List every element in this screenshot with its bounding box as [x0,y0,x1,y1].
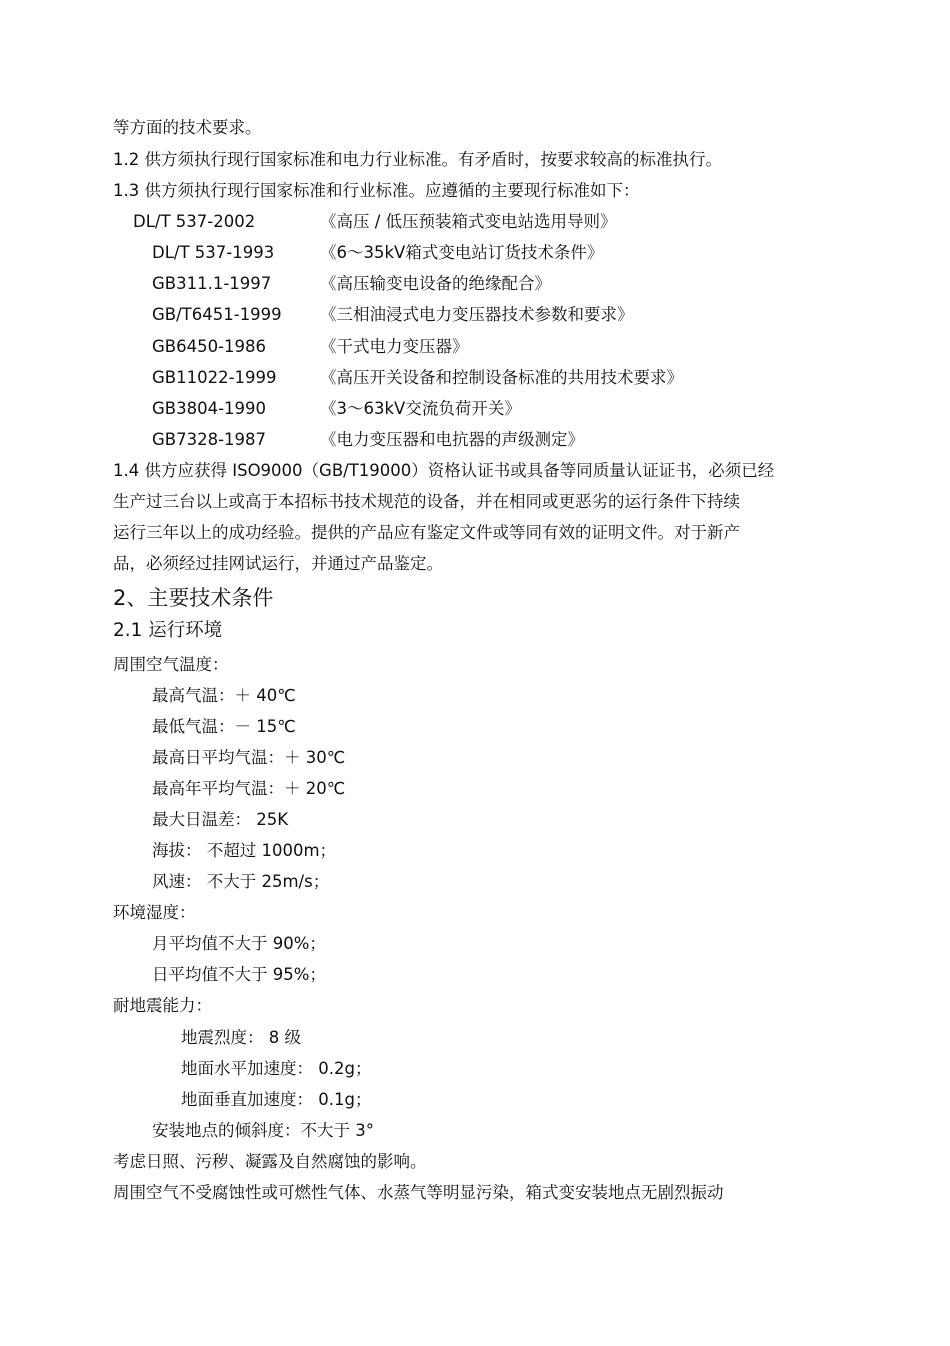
standard-code: GB6450-1986 [152,337,267,356]
standard-code: GB11022-1999 [152,368,277,387]
condition-item: 最大日温差： 25K [152,810,289,829]
humidity-label: 环境湿度： [113,903,196,922]
clause-1-4-line: 品，必须经过挂网试运行，并通过产品鉴定。 [113,554,443,573]
clause-1-4-line: 生产过三台以上或高于本招标书技术规范的设备，并在相同或更恶劣的运行条件下持续 [113,492,740,511]
standard-code: GB311.1-1997 [152,274,272,293]
condition-item: 地震烈度： 8 级 [181,1028,301,1047]
standard-title: 《高压 / 低压预装箱式变电站选用导则》 [320,212,617,231]
condition-item: 日平均值不大于 95%； [152,965,326,984]
closing-line: 考虑日照、污秽、凝露及自然腐蚀的影响。 [113,1152,427,1171]
clause-1-3: 1.3 供方须执行现行国家标准和行业标准。应遵循的主要现行标准如下： [113,181,640,200]
condition-item: 最高年平均气温：＋ 20℃ [152,779,346,798]
condition-item: 地面水平加速度： 0.2g； [181,1059,372,1078]
section-heading: 2、主要技术条件 [113,586,274,610]
standard-title: 《高压开关设备和控制设备标准的共用技术要求》 [320,368,683,387]
subsection-heading: 2.1 运行环境 [113,620,223,641]
tilt-item: 安装地点的倾斜度：不大于 3° [152,1121,374,1140]
intro-line-1: 等方面的技术要求。 [113,118,262,137]
standard-title: 《电力变压器和电抗器的声级测定》 [320,430,584,449]
seismic-label: 耐地震能力： [113,996,212,1015]
clause-1-4-line: 运行三年以上的成功经验。提供的产品应有鉴定文件或等同有效的证明文件。对于新产 [113,523,740,542]
condition-item: 地面垂直加速度： 0.1g； [181,1090,372,1109]
condition-item: 海拔： 不超过 1000m； [152,841,337,860]
standard-code: GB7328-1987 [152,430,267,449]
condition-item: 月平均值不大于 90%； [152,934,326,953]
standard-code: DL/T 537-1993 [152,243,275,262]
closing-line: 周围空气不受腐蚀性或可燃性气体、水蒸气等明显污染，箱式变安装地点无剧烈振动 [113,1183,724,1202]
standard-code: DL/T 537-2002 [133,212,256,231]
condition-item: 最高日平均气温：＋ 30℃ [152,748,346,767]
standard-title: 《干式电力变压器》 [320,337,469,356]
standard-code: GB3804-1990 [152,399,267,418]
standard-title: 《三相油浸式电力变压器技术参数和要求》 [320,305,634,324]
condition-item: 最低气温：－ 15℃ [152,717,296,736]
standard-code: GB/T6451-1999 [152,305,282,324]
condition-item: 风速： 不大于 25m/s； [152,872,330,891]
temperature-label: 周围空气温度： [113,655,229,674]
condition-item: 最高气温：＋ 40℃ [152,686,296,705]
standard-title: 《3～63kV交流负荷开关》 [320,399,521,418]
clause-1-4-line: 1.4 供方应获得 ISO9000（GB/T19000）资格认证书或具备等同质量认证证书，必须已经 [113,461,775,480]
clause-1-2: 1.2 供方须执行现行国家标准和电力行业标准。有矛盾时，按要求较高的标准执行。 [113,150,722,169]
standard-title: 《6～35kV箱式变电站订货技术条件》 [320,243,604,262]
standard-title: 《高压输变电设备的绝缘配合》 [320,274,551,293]
